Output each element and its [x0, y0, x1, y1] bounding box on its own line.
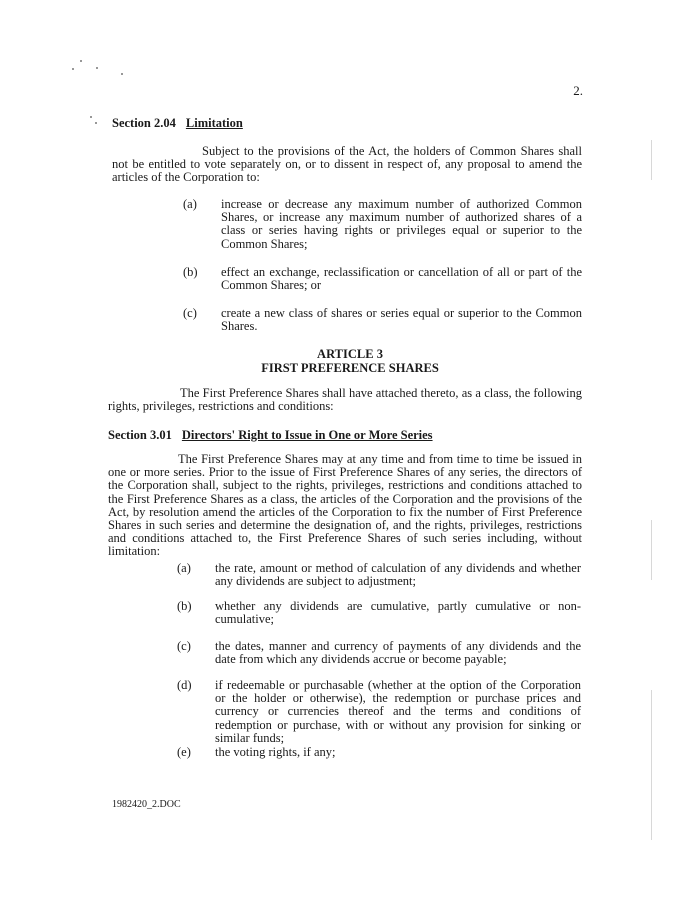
list-item-text: effect an exchange, reclassification or cancellation of all or part of the Common Shares; or — [221, 265, 582, 293]
scan-speck — [96, 67, 98, 69]
list-item-label: (a) — [183, 197, 197, 211]
list-item-label: (d) — [177, 678, 192, 692]
scan-edge-line — [651, 690, 652, 840]
list-item-text: the voting rights, if any; — [215, 745, 336, 759]
article-heading: ARTICLE 3 — [317, 347, 383, 361]
article-3-intro: The First Preference Shares shall have attached thereto, as a class, the following rights, privileges, restrictions and conditions: — [108, 386, 582, 414]
scan-edge-line — [651, 140, 652, 180]
list-item-label: (a) — [177, 561, 191, 575]
list-item-label: (b) — [183, 265, 198, 279]
section-3-01-body: The First Preference Shares may at any time and from time to time be issued in one or more series. Prior to the issue of First Preference Shares of any series, the directors of the Corporation shall, subject to the rights, privileges, restrictions and conditions attached to the First Preference Shares as a class, the articles of the Corporation and the provisions of the Act, by resolution amend the articles of the Corporation to fix the number of First Preference Shares in such series and determine the designation of, and the rights, privileges, restrictions and conditions attached to, the First Preference Shares of such series including, without limitation: — [108, 452, 582, 559]
list-item-text: increase or decrease any maximum number of authorized Common Shares, or increase any maximum number of authorized shares of a class or series having rights or privileges equal or superior to the Common Shares; — [221, 197, 582, 251]
document-footer-id: 1982420_2.DOC — [112, 799, 181, 810]
section-2-04-heading — [112, 116, 243, 131]
list-item-label: (c) — [183, 306, 197, 320]
list-item-label: (c) — [177, 639, 191, 653]
list-item-text: if redeemable or purchasable (whether at the option of the Corporation or the holder or otherwise), the redemption or purchase prices and currency or currencies thereof and the terms and conditions of redemption or purchase, with or without any provision for sinking or similar funds; — [215, 678, 581, 745]
list-item-label: (e) — [177, 745, 191, 759]
section-number: Section 3.01 — [108, 428, 172, 442]
list-item-text: the dates, manner and currency of payments of any dividends and the date from which any dividends accrue or become payable; — [215, 639, 581, 667]
list-item-text: create a new class of shares or series equal or superior to the Common Shares. — [221, 306, 582, 334]
section-number: Section 2.04 — [112, 116, 176, 130]
scan-speck — [90, 116, 92, 118]
list-item-label: (b) — [177, 599, 192, 613]
scan-speck — [95, 122, 97, 124]
page-number: 2. — [573, 83, 583, 98]
section-2-04-intro: Subject to the provisions of the Act, the holders of Common Shares shall not be entitled to vote separately on, or to dissent in respect of, any proposal to amend the articles of the Corporation to: — [112, 144, 582, 185]
article-subheading: FIRST PREFERENCE SHARES — [261, 361, 439, 375]
scan-speck — [80, 60, 82, 62]
scan-speck — [121, 73, 123, 75]
section-title: Directors' Right to Issue in One or More Series — [181, 428, 433, 442]
section-3-01-heading — [108, 428, 433, 443]
list-item-text: the rate, amount or method of calculation of any dividends and whether any dividends are subject to adjustment; — [215, 561, 581, 589]
scan-speck — [72, 68, 74, 70]
list-item-text: whether any dividends are cumulative, partly cumulative or non-cumulative; — [215, 599, 581, 627]
section-title: Limitation — [185, 116, 243, 130]
scan-edge-line — [651, 520, 652, 580]
